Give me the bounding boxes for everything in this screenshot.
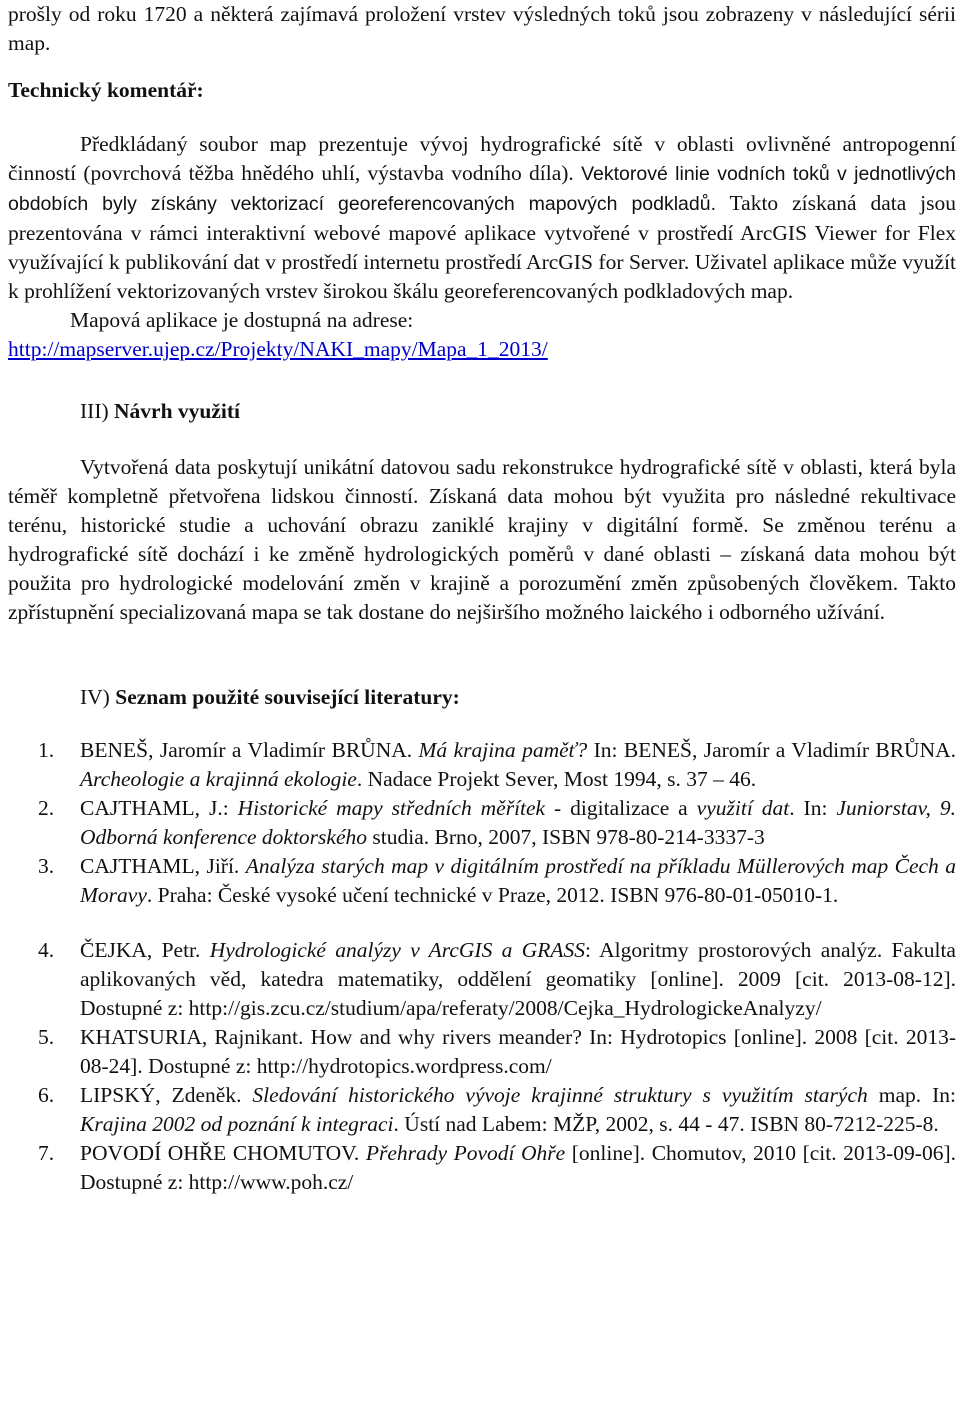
reference-number: 7. [38, 1141, 55, 1165]
ref-text: . Nadace Projekt Sever, Most 1994, s. 37 – 46. [356, 767, 757, 791]
reference-item [8, 794, 956, 852]
ref-text: LIPSKÝ, Zdeněk. [80, 1083, 253, 1107]
reference-number: 5. [38, 1025, 55, 1049]
document-page [8, 0, 956, 1197]
ref-text: CAJTHAML, J.: [80, 796, 238, 820]
reference-number: 6. [38, 1083, 55, 1107]
ref-title: Přehrady Povodí Ohře [365, 1141, 566, 1165]
tech-text-sans: Vektorové linie vodních toků v jednotlivých obdobích byly získány vektorizací georeferencovaných mapových podkladů. [8, 163, 957, 215]
tech-text-2: Takto získaná data jsou prezentována v rámci interaktivní webové mapové aplikace vytvořené v prostředí ArcGIS Viewer for Flex využívající k publikování dat v prostředí internetu prostředí ArcGIS for Server. Uživatel aplikace může využít k prohlížení vektorizovaných vrstev širokou škálu georeferencovaných podkladových map. [8, 191, 956, 303]
ref-title: Má krajina paměť? [418, 738, 588, 762]
ref-text: BENEŠ, Jaromír a Vladimír BRŮNA. [80, 738, 419, 762]
ref-text: studia. Brno, 2007, ISBN 978-80-214-3337-3 [367, 825, 765, 849]
reference-item [8, 852, 956, 910]
ref-title: Juniorstav, 9. Odborná konference doktorského [80, 796, 956, 849]
reference-item [8, 1139, 956, 1197]
ref-title: Historické mapy středních měřítek [237, 796, 546, 820]
map-app-url-line [8, 335, 956, 364]
ref-text: . In: [789, 796, 837, 820]
reference-number: 1. [38, 738, 55, 762]
ref-title: Krajina 2002 od poznání k integraci [80, 1112, 394, 1136]
usage-heading [8, 397, 956, 426]
ref-text: CAJTHAML, Jiří. [80, 854, 246, 878]
ref-text: : Algoritmy prostorových analýz. Fakulta aplikovaných věd, katedra matematiky, oddělení geomatiky [online]. 2009 [cit. 2013-08-12]. Dostupné z: http://gis.zcu.cz/studium/apa/referaty/2008/Cejka_HydrologickeAnalyzy/ [80, 938, 956, 1020]
usage-heading-num: III) [80, 399, 109, 423]
reference-item [8, 1023, 956, 1081]
literature-heading [8, 683, 956, 712]
ref-text: . Praha: České vysoké učení technické v Praze, 2012. ISBN 976-80-01-05010-1. [146, 883, 839, 907]
ref-text: . Ústí nad Labem: MŽP, 2002, s. 44 - 47. ISBN 80-7212-225-8. [393, 1112, 939, 1136]
ref-title: Archeologie a krajinná ekologie [80, 767, 357, 791]
ref-title: Hydrologické analýzy v ArcGIS a GRASS [209, 938, 585, 962]
reference-item [8, 1081, 956, 1139]
ref-title: využití dat [696, 796, 790, 820]
ref-text: POVODÍ OHŘE CHOMUTOV. [80, 1141, 366, 1165]
literature-heading-num: IV) [80, 685, 110, 709]
intro-paragraph: prošly od roku 1720 a některá zajímavá proložení vrstev výsledných toků jsou zobrazeny v následující sérii map. [8, 2, 956, 55]
reference-number: 4. [38, 938, 55, 962]
ref-text: map. In: [867, 1083, 956, 1107]
reference-list [8, 736, 956, 1197]
availability-line: Mapová aplikace je dostupná na adrese: [70, 308, 414, 332]
ref-text: - digitalizace a [545, 796, 697, 820]
reference-number: 2. [38, 796, 55, 820]
technical-comment-paragraph [8, 130, 956, 306]
reference-item [8, 936, 956, 1023]
ref-title: Sledování historického vývoje krajinné struktury s využitím starých [252, 1083, 868, 1107]
ref-text: ČEJKA, Petr. [80, 938, 210, 962]
ref-text: KHATSURIA, Rajnikant. How and why rivers meander? In: Hydrotopics [online]. 2008 [cit. 2013-08-24]. Dostupné z: http://hydrotopics.wordpress.com/ [80, 1025, 956, 1078]
map-app-link[interactable]: http://mapserver.ujep.cz/Projekty/NAKI_mapy/Mapa_1_2013/ [8, 337, 548, 361]
ref-text: In: BENEŠ, Jaromír a Vladimír BRŮNA. [587, 738, 956, 762]
ref-title: Analýza starých map v digitálním prostředí na příkladu Müllerových map Čech a Moravy [80, 854, 956, 907]
literature-heading-title: Seznam použité související literatury: [115, 685, 460, 709]
ref-text: [online]. Chomutov, 2010 [cit. 2013-09-06]. Dostupné z: http://www.poh.cz/ [80, 1141, 956, 1194]
usage-heading-title: Návrh využití [114, 399, 241, 423]
tech-text-1: Předkládaný soubor map prezentuje vývoj hydrografické sítě v oblasti ovlivněné antropogenní činností (povrchová těžba hnědého uhlí, výstavba vodního díla). [8, 132, 956, 185]
reference-item [8, 736, 956, 794]
reference-number: 3. [38, 854, 55, 878]
usage-paragraph: Vytvořená data poskytují unikátní datovou sadu rekonstrukce hydrografické sítě v oblasti, která byla téměř kompletně přetvořena lidskou činností. Získaná data mohou být využita pro následné rekultivace terénu, historické studie a uchování obrazu zaniklé krajiny v digitální formě. Se změnou terénu a hydrografické sítě dochází i ke změně hydrologických poměrů v dané oblasti – získaná data mohou být použita pro hydrologické modelování změn v krajině a porozumění změn způsobených člověkem. Takto zpřístupnění specializovaná mapa se tak dostane do nejširšího možného laického i odborného užívání. [8, 455, 956, 624]
technical-comment-heading: Technický komentář: [8, 78, 204, 102]
